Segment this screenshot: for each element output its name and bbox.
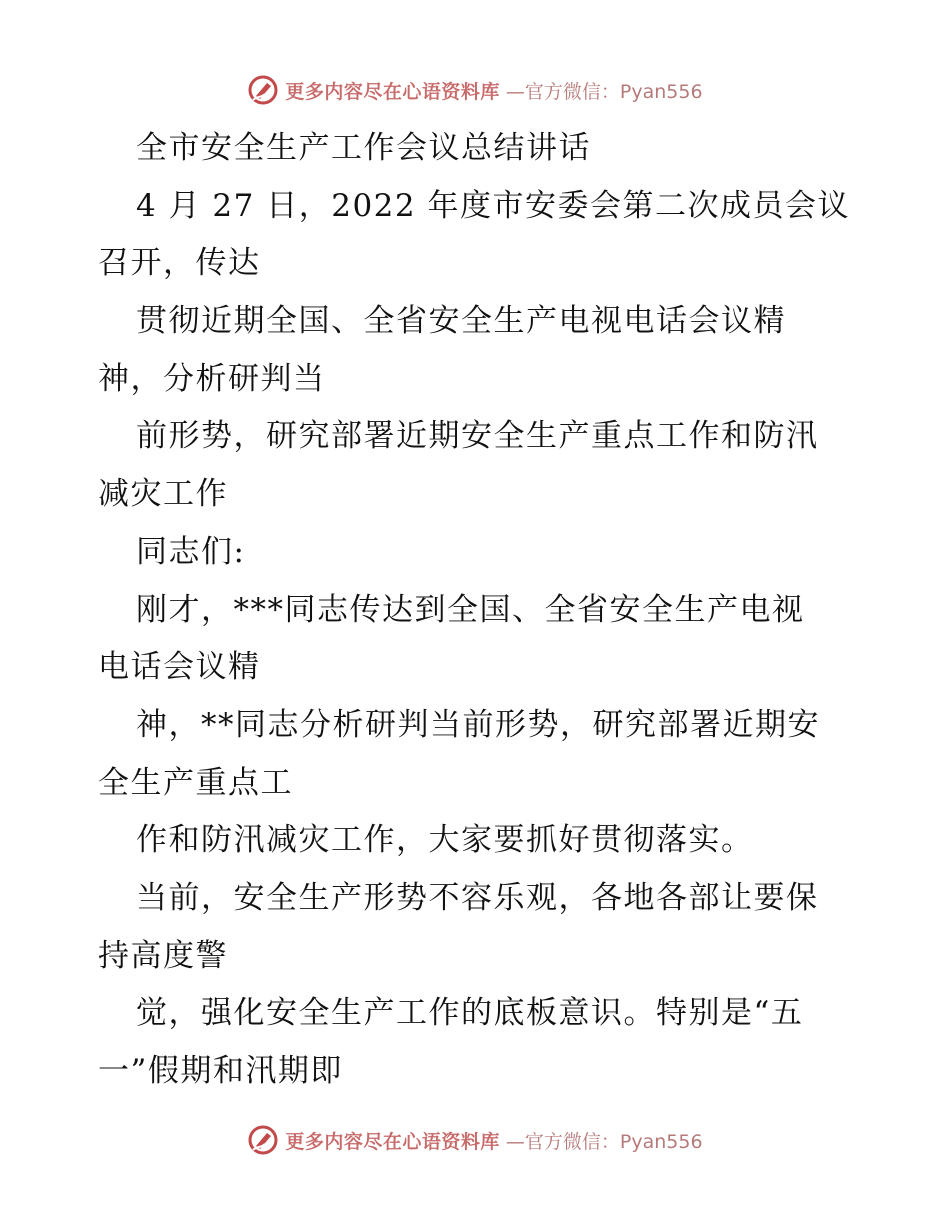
paragraph-line: 4 月 27 日，2022 年度市安委会第二次成员会议 [136, 187, 850, 224]
watermark-banner-top [0, 70, 950, 110]
salutation-line: 同志们: [136, 533, 246, 570]
watermark-brand-text: 更多内容尽在心语资料库 [285, 1130, 500, 1153]
paragraph-line: 持高度警 [98, 937, 228, 974]
paragraph-line: 前形势，研究部署近期安全生产重点工作和防汛 [136, 418, 819, 455]
watermark-contact-text: —官方微信：Pyan556 [505, 1130, 703, 1153]
paragraph-line: 觉，强化安全生产工作的底板意识。特别是“五 [136, 995, 804, 1032]
document-body [98, 120, 858, 1101]
watermark-contact-text: —官方微信：Pyan556 [505, 80, 703, 103]
paragraph-line: 神，**同志分析研判当前形势，研究部署近期安 [136, 706, 820, 743]
watermark-brand-text: 更多内容尽在心语资料库 [285, 80, 500, 103]
paragraph-line: 减灾工作 [98, 476, 228, 513]
paragraph-line: 当前，安全生产形势不容乐观，各地各部让要保 [136, 879, 819, 916]
brand-logo-icon [247, 1124, 279, 1156]
paragraph-line: 刚才，***同志传达到全国、全省安全生产电视 [136, 591, 805, 628]
paragraph-line: 一”假期和汛期即 [98, 1053, 343, 1089]
paragraph-line: 神，分析研判当 [98, 360, 326, 397]
paragraph-line: 召开，传达 [98, 245, 261, 282]
paragraph-line: 贯彻近期全国、全省安全生产电视电话会议精 [136, 303, 786, 340]
paragraph-line: 电话会议精 [98, 649, 261, 686]
watermark-banner-bottom [0, 1120, 950, 1160]
paragraph-line: 全生产重点工 [98, 764, 293, 801]
paragraph-line: 作和防汛减灾工作，大家要抓好贯彻落实。 [136, 822, 754, 859]
document-title: 全市安全生产工作会议总结讲话 [136, 130, 591, 166]
brand-logo-icon [247, 74, 279, 106]
